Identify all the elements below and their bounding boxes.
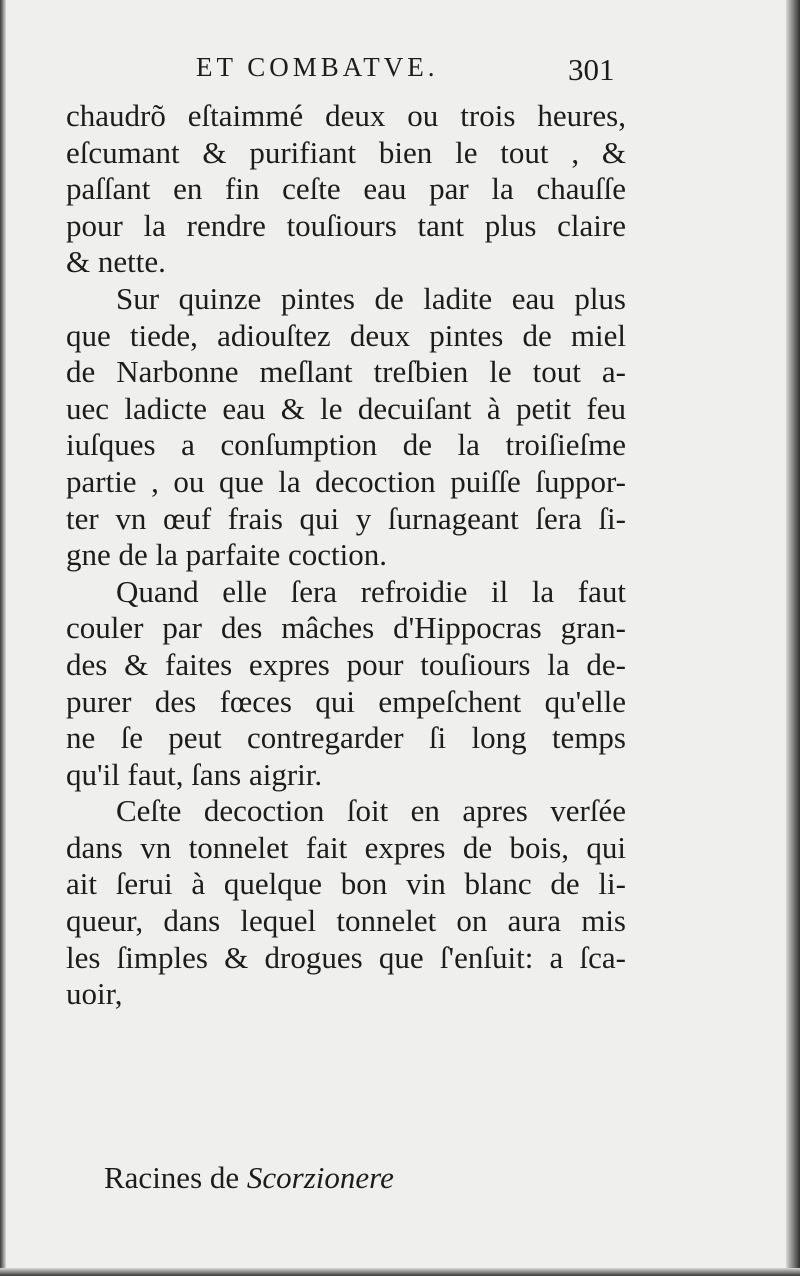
text-line: purer des fœces qui empeſchent qu'elle — [66, 683, 626, 719]
recipe-ingredient: Scorzionere — [246, 1160, 394, 1195]
text-line: paſſant en fin ceſte eau par la chauſſe — [66, 171, 626, 207]
text-line: ter vn œuf frais qui y ſurnageant ſera ſi- — [66, 500, 626, 536]
text-line: les ſimples & drogues que ſ'enſuit: a ſca- — [66, 939, 626, 975]
text-line: que tiede, adiouſtez deux pintes de miel — [66, 317, 626, 353]
text-line: couler par des mâches d'Hippocras gran- — [66, 610, 626, 646]
recipe-entry — [104, 1160, 394, 1196]
paragraph-start-line: Sur quinze pintes de ladite eau plus — [116, 280, 626, 316]
body-text — [66, 98, 626, 1013]
text-line: uec ladicte eau & le decuiſant à petit feu — [66, 390, 626, 426]
text-line: queur, dans lequel tonnelet on aura mis — [66, 903, 626, 939]
text-line: gne de la parfaite coction. — [66, 537, 388, 573]
scan-edge-left — [0, 0, 6, 1276]
text-line: iuſques a conſumption de la troiſieſme — [66, 427, 626, 463]
text-line: de Narbonne meſlant treſbien le tout a- — [66, 354, 626, 390]
scan-edge-right — [786, 0, 800, 1276]
scan-edge-bottom — [0, 1268, 800, 1276]
page-number: 301 — [568, 52, 615, 87]
paragraph-start-line: Quand elle ſera refroidie il la faut — [116, 573, 626, 609]
recipe-label: Racines de — [104, 1160, 240, 1195]
running-head: ET COMBATVE. — [196, 52, 439, 82]
text-line: des & faites expres pour touſiours la de- — [66, 646, 626, 682]
page-header — [0, 52, 800, 92]
text-line: qu'il faut, ſans aigrir. — [66, 756, 323, 792]
text-line: & nette. — [66, 244, 166, 280]
text-line: partie , ou que la decoction puiſſe ſuppor- — [66, 463, 626, 499]
text-line: ait ſerui à quelque bon vin blanc de li- — [66, 866, 626, 902]
text-line: dans vn tonnelet fait expres de bois, qui — [66, 829, 626, 865]
text-line: ne ſe peut contregarder ſi long temps — [66, 720, 626, 756]
text-line: eſcumant & purifiant bien le tout , & — [66, 134, 626, 170]
text-line: chaudrõ eſtaimmé deux ou trois heures, — [66, 98, 626, 133]
paragraph-start-line: Ceſte decoction ſoit en apres verſée — [116, 793, 626, 829]
text-line: uoir, — [66, 976, 123, 1012]
text-line: pour la rendre touſiours tant plus claire — [66, 207, 626, 243]
